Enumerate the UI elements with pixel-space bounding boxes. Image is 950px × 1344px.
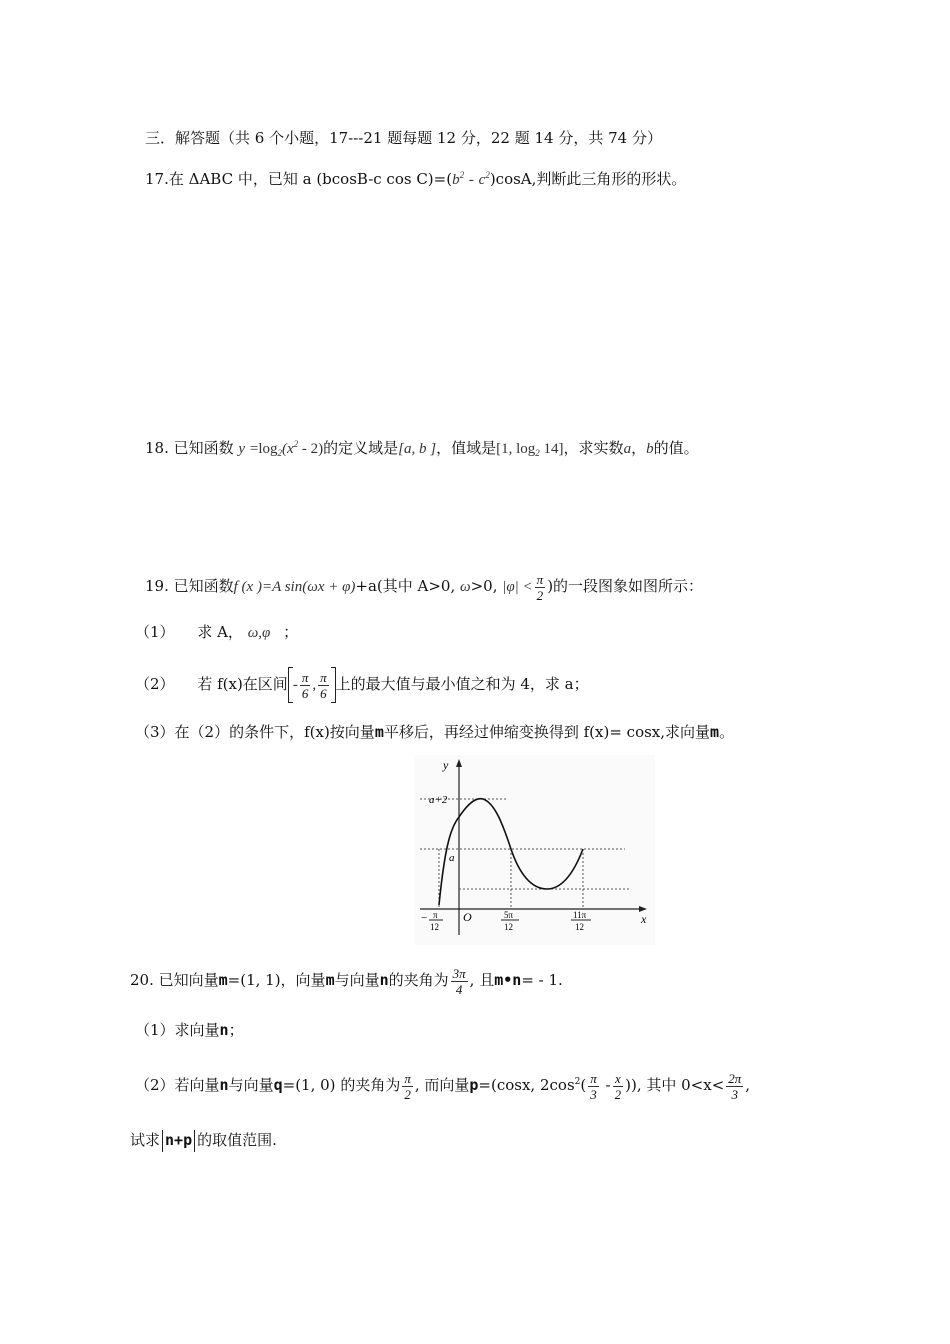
q19-p2-frac2 xyxy=(318,670,329,701)
q17-b: b xyxy=(452,172,460,188)
abs-bar-right xyxy=(194,1130,195,1152)
q20-p2-frac2 xyxy=(588,1071,599,1102)
q19-p2-f1-den: 6 xyxy=(301,685,309,701)
q17-minus: - xyxy=(468,172,474,188)
q20-p2-frac4 xyxy=(726,1071,743,1102)
q20-p2-pval: =(cosx, 2cos xyxy=(478,1076,575,1094)
tick1-neg: − xyxy=(421,912,428,924)
q18-suffix: 的值。 xyxy=(653,439,699,457)
q20-frac xyxy=(451,966,468,997)
q20-p2-frac3 xyxy=(613,1071,624,1102)
q20-p2-f3-num: x xyxy=(613,1071,624,1087)
tick3-num: 11π xyxy=(573,910,587,920)
q19-p3-end: 。 xyxy=(719,723,735,741)
q20-f-num: 3π xyxy=(452,965,466,981)
q20-last-prefix: 试求 xyxy=(130,1131,161,1149)
q19-phi: |φ| < xyxy=(502,579,533,595)
q19-p2-frac1 xyxy=(300,670,311,701)
q20-m2: m xyxy=(325,971,335,989)
q20-p2-qval: =(1, 0) xyxy=(282,1076,336,1094)
q20-p2: （2）若向量 xyxy=(135,1076,220,1094)
q20-n: n xyxy=(379,971,389,989)
q20-p2-f4-den: 3 xyxy=(731,1086,739,1102)
q20-p2-q: q xyxy=(273,1076,283,1094)
q18-range-head: [1, log xyxy=(496,441,536,457)
q20-p2-sup: 2 xyxy=(574,1077,581,1087)
q18-var-b: b xyxy=(646,441,654,457)
q19-p3-mid: 平移后，再经过伸缩变换得到 f(x)= cosx,求向量 xyxy=(383,723,711,741)
q20-p2-frac1 xyxy=(402,1071,413,1102)
q19-p1-text: 求 A， xyxy=(197,623,243,641)
q20-m: m xyxy=(218,971,228,989)
q19-p2-comma: , xyxy=(312,677,317,693)
q19-p2-text: 若 f(x)在区间 xyxy=(197,675,288,693)
q20-p2-f-num: π xyxy=(404,1070,411,1086)
q20-part1 xyxy=(135,1020,244,1040)
q20-p1: （1）求向量 xyxy=(135,1021,220,1039)
q19-p2-f2-den: 6 xyxy=(320,685,327,701)
q17-c: c xyxy=(478,172,486,188)
x-label: x xyxy=(641,912,647,926)
q20-p1-n: n xyxy=(219,1021,229,1039)
q17-prefix: 17.在 ΔABC 中，已知 a (bcosB-c cos C)=( xyxy=(145,170,453,188)
q17-exp1: 2 xyxy=(459,170,465,180)
function-graph xyxy=(415,755,655,945)
question-20 xyxy=(130,960,563,1000)
q19-p1-label: （1） xyxy=(135,623,175,641)
q20-mn: m•n xyxy=(494,971,522,989)
q18-var-a: a xyxy=(623,441,632,457)
q19-frac-num: π xyxy=(536,571,544,587)
q18-comma: ， xyxy=(631,439,647,457)
q20-prefix: 20. 已知向量 xyxy=(130,971,219,989)
tick3-den: 12 xyxy=(575,922,584,932)
q20-p2-paren: ( xyxy=(580,1076,587,1094)
tick1-num: π xyxy=(433,910,438,920)
q19-omega: ω xyxy=(460,579,471,595)
q19-p2-neg: - xyxy=(292,677,298,693)
q19-frac-den: 2 xyxy=(536,587,544,603)
q20-last-suffix: 的取值范围. xyxy=(197,1131,277,1149)
q20-p2-end: , xyxy=(745,1076,751,1094)
q18-mid2: ，值域是 xyxy=(436,439,497,457)
q19-func: f (x )=A sin(ωx + φ) xyxy=(233,579,356,595)
q19-p3-m: m xyxy=(374,723,384,741)
q20-m-val: =(1, 1)，向量 xyxy=(227,971,326,989)
q20-mid: 与向量 xyxy=(334,971,380,989)
q19-p1-end: ； xyxy=(283,623,299,641)
q19-part2 xyxy=(135,664,589,705)
q18-domain: [a, b ] xyxy=(398,441,437,457)
q20-mn-val: = - 1. xyxy=(521,971,563,989)
q20-p2-f3-den: 2 xyxy=(614,1086,622,1102)
abs-bar-left xyxy=(162,1130,163,1152)
q20-last-np: n+p xyxy=(165,1131,193,1149)
q20-p2-mid: 与向量 xyxy=(228,1076,274,1094)
q18-func-eq: =log xyxy=(249,441,278,457)
q18-mid3: ，求实数 xyxy=(563,439,624,457)
q20-p2-f2-num: π xyxy=(590,1070,597,1086)
q20-part2 xyxy=(135,1062,750,1105)
a-label: a xyxy=(449,852,455,864)
q20-p2-f-den: 2 xyxy=(404,1086,411,1102)
q19-p2-f1-num: π xyxy=(301,669,309,685)
q20-f-den: 4 xyxy=(455,981,463,997)
q20-last-line xyxy=(130,1126,277,1154)
q18-range-tail: 14] xyxy=(539,441,564,457)
origin-label: O xyxy=(463,910,472,924)
q19-part3 xyxy=(135,722,734,742)
q19-cond2: >0, xyxy=(470,577,503,595)
q20-p2-p: p xyxy=(469,1076,479,1094)
q19-frac xyxy=(535,572,546,603)
q20-p2-minus: - xyxy=(605,1076,611,1094)
q17-suffix: )cosA,判断此三角形的形状。 xyxy=(489,170,687,188)
section-title: 三．解答题（共 6 个小题，17---21 题每题 12 分，22 题 14 分，共 74 分） xyxy=(145,129,662,147)
q18-prefix: 18. 已知函数 xyxy=(145,439,234,457)
q20-p2-f4-num: 2π xyxy=(728,1070,742,1086)
q20-p1-end: ； xyxy=(228,1021,244,1039)
graph-background xyxy=(415,755,655,945)
q20-p2-angle: 的夹角为 xyxy=(340,1076,401,1094)
q18-func-arg: (x xyxy=(282,441,294,457)
q19-cond: +a(其中 A>0, xyxy=(355,577,460,595)
q19-p1-vars: ω,φ xyxy=(247,625,271,641)
q18-func-exp: 2 xyxy=(293,439,299,449)
tick1-den: 12 xyxy=(430,922,439,932)
q20-p2-close: )), 其中 0<x< xyxy=(625,1076,725,1094)
q20-p2-n: n xyxy=(219,1076,229,1094)
q19-prefix: 19. 已知函数 xyxy=(145,577,234,595)
q18-range-base: 2 xyxy=(535,448,540,458)
q19-part1 xyxy=(135,622,298,643)
q20-angle: 的夹角为 xyxy=(388,971,449,989)
question-17 xyxy=(145,165,686,190)
q19-p3-text: （3）在（2）的条件下，f(x)按向量 xyxy=(135,723,375,741)
q20-p2-f2-den: 3 xyxy=(590,1086,597,1102)
q20-and: , 且 xyxy=(469,971,495,989)
tick2-num: 5π xyxy=(504,910,514,920)
q18-func-y: y xyxy=(238,441,246,457)
q19-p2-suffix: 上的最大值与最小值之和为 4，求 a； xyxy=(335,675,589,693)
q20-p2-then: , 而向量 xyxy=(414,1076,470,1094)
q19-p2-label: （2） xyxy=(135,675,175,693)
q18-mid1: 的定义域是 xyxy=(323,439,399,457)
q17-exp2: 2 xyxy=(485,170,490,180)
q18-func-tail: - 2) xyxy=(298,441,324,457)
tick2-den: 12 xyxy=(504,922,513,932)
a-plus-2-label: a+2 xyxy=(429,794,448,806)
q19-suffix: )的一段图象如图所示： xyxy=(547,577,704,595)
question-18 xyxy=(145,430,699,467)
question-19 xyxy=(145,568,703,605)
q19-p2-f2-num: π xyxy=(320,669,327,685)
y-label: y xyxy=(443,758,449,772)
q19-p3-m2: m xyxy=(710,723,720,741)
q18-func-base: 2 xyxy=(277,448,282,458)
